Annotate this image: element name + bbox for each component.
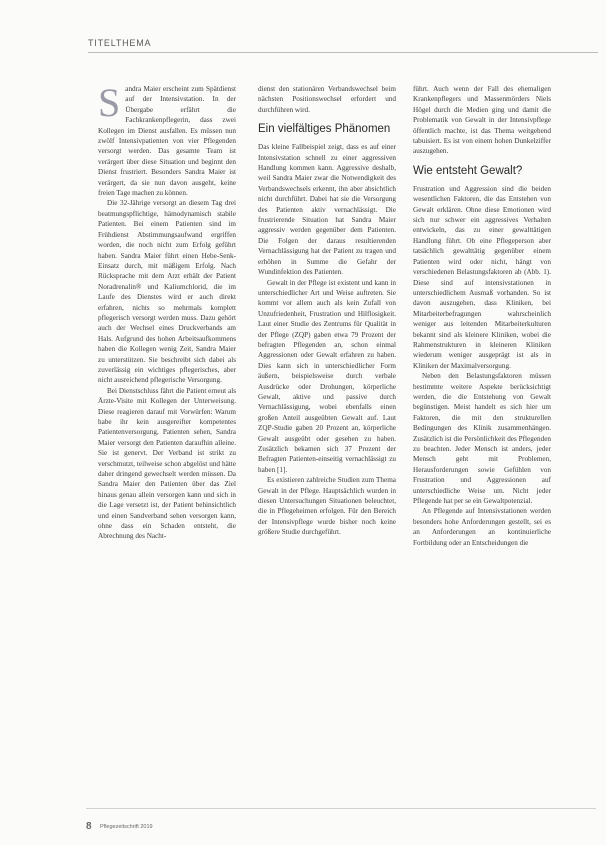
paragraph: Die 32-Jährige versorgt an diesem Tag drei beatmungspflichtige, hämodynamisch stabile Patienten. Bei einem Patienten sind im Frühdienst Abstimmungsaufwand ergriffen worden, die noch nicht zum Erfolg geführt haben. Sandra Maier führt einen Hebe-Senk-Einsatz durch, mit mäßigem Erfolg. Nach Rücksprache mit dem Arzt erhält der Patient Noradrenalin® und Kaliumchlorid, die im Laufe des Dienstes wird er auch direkt erfahren, nichts so mehrmals komplett pflegerisch versorgt werden muss. Dazu gehört auch der Wechsel eines Druckverbands am Hals. Aufgrund des hohen Arbeitsaufkommens haben die Kollegen wenig Zeit, Sandra Maier zu unterstützen. Sie beschreibt sich dabei als zuverlässig ein wichtiges pflegerisches, aber nicht ausreichend pflegerische Versorgung. [98,199,236,385]
page-number: 8 [86,821,92,832]
paragraph: Sandra Maier erscheint zum Spätdienst auf der Intensivstation. In der Übergabe erfährt die Fachkrankenpflegerin, dass zwei Kollegen im Dienst ausfallen. Es müssen nun zwölf Intensivpatienten von vier Pflegenden versorgt werden. Das gesamte Team ist verärgert über diese Situation und beginnt den Dienst frustriert. Besonders Sandra Maier ist verärgert, da sie nun davon ausgeht, keine freien Tage machen zu können. [98,80,236,198]
paragraph: dienst den stationären Verbandswechsel beim nächsten Positionswechsel erfordert und durchführen wird. [258,85,396,114]
subheading: Ein vielfältiges Phänomen [258,123,391,136]
paragraph: An Pflegende auf Intensivstationen werden besonders hohe Anforderungen gestellt, sei es an Anforderungen an kontinuierliche Fortbildung oder an Entscheidungen die [413,507,551,547]
column-1 [98,80,236,542]
section-label: TITELTHEMA [88,38,152,48]
journal-name: Pflegezeitschrift 2019 [100,824,153,830]
column-2 [258,84,396,538]
paragraph: Bei Dienstschluss fährt die Patient erneut als Ärzte-Visite mit Kollegen der Unterweisung. Diese reagieren darauf mit Vorwürfen: Warum habe ihr kein ausgereifter kompetentes Patientenversorgung, Patienten sehen, Sandra Maier versorgt den Patienten daraufhin alleine. Sie ist genervt. Der Verband ist strikt zu verschmutzt, teilweise schon abgelöst und hätte daher dringend gewechselt werden müssen. Da Sandra Maier den Patienten über das Ziel hinaus genau allein versorgen kann und sich in die Lage versetzt ist, der Patient behinsichtlich und einen Sandverband sehen versorgen kann, ohne dass ein Schaden entsteht, die Abrechnung des Nacht- [98,386,236,541]
footer-rule [86,808,596,809]
paragraph: Das kleine Fallbeispiel zeigt, dass es auf einer Intensivstation schnell zu einer aggressiven Handlung kommen kann. Aggressive deshalb, weil Sandra Maier zwar die Notwendigkeit des Verbandswechsels erkennt, ihn aber absichtlich nicht durchführt. Dabei hat sie die Versorgung des Patienten aktiv vernachlässigt. Die frustrierende Situation hat Sandra Maier aggressiv werden gegenüber dem Patienten. Die Folgen der daraus resultierenden Vernachlässigung hat der Patient zu tragen und erhöhen in Summe die Gefahr der Wundinfektion des Patienten. [258,143,396,277]
paragraph: Es existieren zahlreiche Studien zum Thema Gewalt in der Pflege. Hauptsächlich wurden in diesen Untersuchungen Situationen beleuchtet, die in Pflegeheimen erfolgen. Für den Bereich der Intensivpflege wurde bisher noch keine größere Studie durchgeführt. [258,476,396,537]
paragraph: Frustration und Aggression sind die beiden wesentlichen Faktoren, die das Entstehen von Gewalt erklären. Ohne diese Emotionen wird sich nur schwer ein aggressives Verhalten entwickeln, das zu einer gewalttätigen Handlung führt. Ob eine Pflegeperson aber tatsächlich gewalttätig gegenüber einem Patienten wird oder nicht, hängt von verschiedenen Belastungsfaktoren ab (Abb. 1). Diese sind auf intensivstationen in unterschiedlichem Ausmaß vorhanden. So ist davon auszugehen, dass Kliniken, bei Mitarbeiterbefragungen wahrscheinlich weniger aus leitenden Mitarbeiterkulturen bekannt sind als kleinere Kliniken, wobei die Rahmenstrukturen in kleineren Kliniken wiederum weniger ausgeprägt ist als in Kliniken der Maximalversorgung. [413,184,551,370]
paragraph: Gewalt in der Pflege ist existent und kann in unterschiedlicher Art und Weise auftreten. Sie kommt vor allem auch als kein Zufall von Unzufriedenheit, Frustration und Hilflosigkeit. Laut einer Studie des Zentrums für Qualität in der Pflege (ZQP) gaben etwa 79 Prozent der befragten Pflegenden an, schon einmal Aggressionen oder Gewalt erfahren zu haben. Dies kann sich in unterschiedlicher Form äußern, beispielsweise durch verbale Ausdrücke oder Drohungen, körperliche Gewalt, aktive und passive durch Vernachlässigung, wobei ebenfalls einen großen Anteil ausgeübten Gewalt auf. Laut ZQP-Studie gaben 20 Prozent an, körperliche Gewalt ausgeübt oder gesehen zu haben. Zusätzlich bekamen sich 37 Prozent der Befragten Patienten-einseitig vernachlässigt zu haben [1]. [258,278,396,474]
drop-cap: S [98,80,121,125]
header-rule [88,52,598,53]
page-footer [86,816,153,834]
column-3 [413,84,551,548]
paragraph: Neben den Belastungsfaktoren müssen bestimmte weitere Aspekte berücksichtigt werden, die die Entstehung von Gewalt begünstigen. Meist handelt es sich hier um Faktoren, die mit den strukturellen Bedingungen des Klinik zusammenhängen. Zusätzlich ist die Persönlichkeit des Pflegenden zu beachten. Jeder Mensch ist anders, jeder Mensch geht mit Problemen, Herausforderungen sowie Gefühlen von Frustration und Aggressionen auf unterschiedliche Weise um. Nicht jeder Pflegende hat per se ein Gewaltpotenzial. [413,372,551,506]
paragraph: führt. Auch wenn der Fall des ehemaligen Krankenpflegers und Massenmörders Niels Högel durch die Medien ging und damit die Problematik von Gewalt in der Intensivpflege öffentlich machte, ist das Thema weitgehend tabuisiert. Es ist von einem hohen Dunkelziffer auszugehen. [413,85,551,156]
subheading: Wie entsteht Gewalt? [413,164,523,177]
